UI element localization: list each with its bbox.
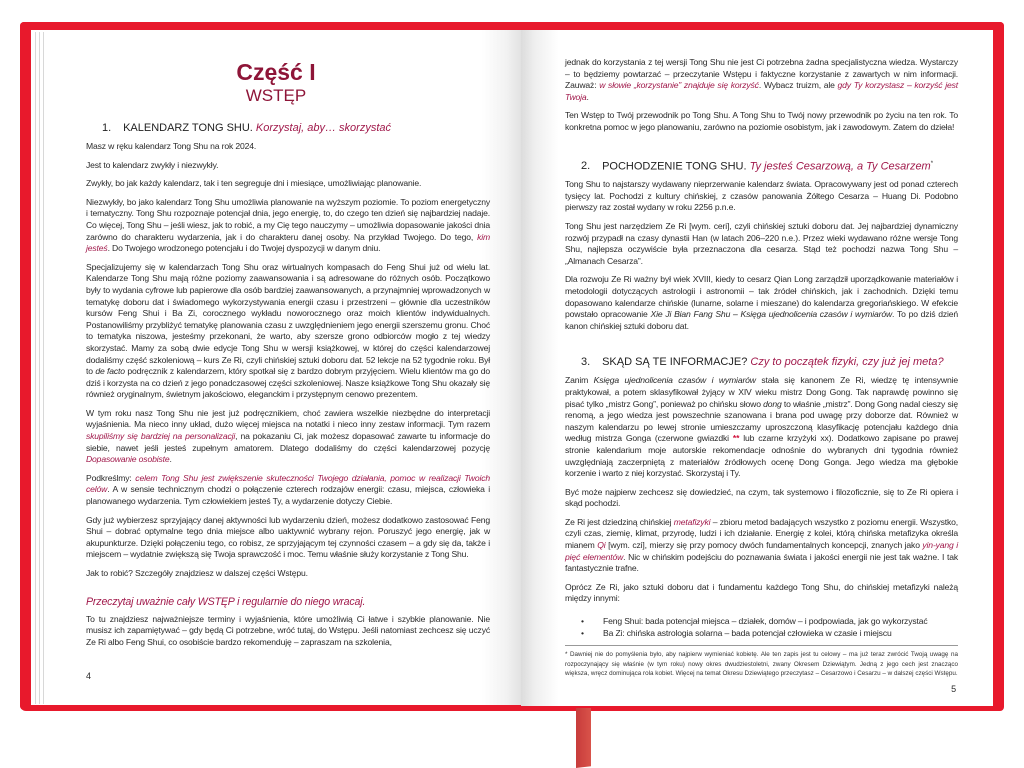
text-run: Masz w ręku kalendarz Tong Shu na rok 2024. — [86, 141, 257, 151]
text-run: , na pokazaniu Ci, jak możesz dopasować zawarte tu informacje do siebie, nawet jeśli jesteś zupełnym amatorem. Dlatego dodaliśmy do części kalendarzowej pozycję — [86, 431, 490, 453]
text-run: Jak to robić? Szczegóły znajdziesz w dalszej części Wstępu. — [86, 568, 308, 578]
text-run: Być może najpierw zechcesz się dowiedzieć, na czym, tak systemowo i filozoficznie, się to Ze Ri opiera i skąd pochodzi. — [565, 486, 958, 509]
page-stack-edge — [35, 32, 36, 704]
paragraph — [86, 568, 490, 580]
text-run: lub czarne krzyżyki xx). Dodatkowo zapisane po prawej stronie kalendarium moje autorskie rekomendacje odnośnie do wybranych dni tygodnia również uwzględniają zaczerpniętą z materiałów źródłowych ocenę Dong Gonga. Jego wiedza ma głębokie korzenie i warto z niej korzystać. Skorzystaj i Ty. — [565, 433, 958, 479]
bullet-item: • Feng Shui: bada potencjał miejsca – działek, domów – i podpowiada, jak go wykorzystać — [603, 616, 958, 628]
page-stack-edge — [39, 32, 40, 704]
paragraph — [565, 57, 958, 103]
section-number: 3. — [581, 356, 591, 369]
emphasis-text: gdy Ty korzystasz – korzyść jest Twoja — [565, 80, 959, 102]
page-number-left: 4 — [86, 671, 91, 681]
star-marks: ** — [732, 433, 740, 444]
paragraph-group — [86, 141, 490, 587]
footnote: * Dawniej nie do pomyślenia było, aby najpierw wymieniać kobietę. Ale ten zapis jest tu celowy – ma już teraz zwrócić Twoją uwagę na rozpoczynający się właśnie (w tym roku) nowy okres dwudziestoletni, zwany Okresem Dziewiątym. Jedną z jego cech jest znacząco większa, wręcz dominująca rola kobiet. Więcej na temat Okresu Dziewiątego przeczytasz – Cesarzowo i Cesarzu – w dalszej części Wstępu. — [565, 651, 958, 678]
footnote-divider — [565, 645, 958, 646]
text-run: Tong Shu jest narzędziem Ze Ri [wym. ceri], czyli chińskiej sztuki doboru dat. Jej najbardziej dynamiczny rozwój przypadł na czasy dynastii Han (w latach 206–220 n.e.). Przez wieki wydawano różne wersje Tong Shu, najlepsza oczywiście była przeznaczona dla cesarza. Stąd też pochodzi nazwa Tong Shu – „Almanach Cesarza”. — [565, 221, 958, 266]
section-heading-2 — [581, 157, 958, 174]
section-title: KALENDARZ TONG SHU. — [123, 122, 253, 134]
text-run: Zwykły, bo jak każdy kalendarz, tak i ten segreguje dni i miesiące, umożliwiając planowanie. — [86, 178, 422, 189]
text-run: To tu znajdziesz najważniejsze terminy i wyjaśnienia, które umożliwią Ci łatwe i szybkie planowanie. Nie musisz ich zapamiętywać – gdy będą Ci potrzebne, wróć tutaj, do Wstępu. Jeśli natomiast zechcesz się uczyć Ze Ri albo Feng Shui, co osobiście bardzo rekomenduję – zapraszam na szkolenia, — [86, 613, 490, 647]
right-text-column — [565, 57, 958, 695]
text-run: – zbioru metod badających wszystko z poziomu energii. Wszystko, czyli czas, ziemię, klimat, przyrodę, ludzi i ich działanie. Energię z kolei, którą chińska metafizyka określa mianem — [565, 516, 958, 551]
paragraph — [565, 375, 958, 479]
section-heading-3 — [581, 355, 958, 369]
text-run: . — [586, 91, 589, 102]
emphasis-text: metafizyki — [673, 516, 711, 527]
text-run: Jest to kalendarz zwykły i niezwykły. — [86, 159, 219, 170]
callout-heading: Przeczytaj uważnie cały WSTĘP i regularnie do niego wracaj. — [86, 595, 366, 608]
text-run: . To po dziś dzień kanon chińskiej sztuki doboru dat. — [565, 309, 958, 331]
paragraph — [565, 274, 958, 332]
paragraph — [86, 160, 490, 172]
paragraph — [565, 110, 958, 133]
paragraph-group — [565, 179, 958, 339]
paragraph — [86, 178, 490, 190]
bullet-item: • Ba Zi: chińska astrologia solarna – bada potencjał człowieka w czasie i miejscu — [603, 628, 958, 640]
section-subtitle: Ty jesteś Cesarzową, a Ty Cesarzem — [749, 160, 931, 173]
part-subtitle: WSTĘP — [245, 86, 307, 105]
section-number: 2. — [581, 160, 591, 173]
emphasis-text: skupiliśmy się bardziej na personalizacji — [86, 431, 236, 442]
section-title: POCHODZENIE TONG SHU. — [602, 160, 747, 173]
section-subtitle: Korzystaj, aby… skorzystać — [255, 122, 392, 134]
section-number: 1. — [102, 122, 112, 134]
text-run: . Do Twojego wrodzonego potencjału i do Twojej dyspozycji w danym dniu. — [107, 243, 381, 254]
emphasis-text: kim jesteś — [86, 231, 490, 254]
paragraph — [86, 197, 490, 255]
paragraph — [565, 582, 958, 605]
paragraph — [565, 517, 958, 575]
text-run: Niezwykły, bo jako kalendarz Tong Shu umożliwia planowanie na wyższym poziomie. To poziom energetyczny i tematyczny. Tong Shu rozpoznaje potencjał dnia, jego energię, to, do czego ten dzień się najbardziej nadaje. Co więcej, Tong Shu – jeśli wiesz, jak to robić, a my Cię tego nauczymy – umożliwia dopasowanie jakości dnia zarówno do charakteru wydarzenia, jak i do charakteru danej osoby. Na przykład Twojego. Do tego, — [86, 196, 490, 242]
emphasis-text: Księga ujednolicenia czasów i wymiarów — [593, 375, 756, 386]
paragraph — [565, 221, 958, 267]
page-number-right: 5 — [951, 684, 956, 695]
text-run: to właśnie „mistrz”. Dong Gong nadal cieszy się renomą, a jego wiedza jest powszechnie szanowana i brana pod uwagę przy doborze dat. Również w naszym kalendarzu po lewej stronie umieszczamy uproszczoną klasyfikację potencjału każdego dnia według mistrza Gonga (czerwone gwiazdki — [565, 398, 958, 444]
section-title: SKĄD SĄ TE INFORMACJE? — [602, 356, 748, 369]
paragraph — [86, 141, 490, 153]
text-run: W tym roku nasz Tong Shu nie jest już podręcznikiem, choć zawiera wszelkie niezbędne do interpretacji wyjaśnienia. Ma nieco inny układ, dużo więcej miejsca na notatki i nieco inny zestaw informacji. Tym razem — [86, 407, 490, 430]
emphasis-text: dong — [763, 398, 782, 409]
paragraph — [565, 487, 958, 510]
text-run: Podkreślmy: — [86, 472, 136, 483]
paragraph — [86, 262, 490, 401]
text-run: Gdy już wybierzesz sprzyjający danej aktywności lub wydarzeniu dzień, możesz dodatkowo zastosować Feng Shui – dobrać optymalne tego dnia miejsce albo uaktywnić wybrany rejon. Poruszyć jego energię, jak w akupunkturze. Dzięki połączeniu tego, co robisz, ze sprzyjającym tej czynności czasem – a gdy się da, także i miejscem – wydatnie zwiększą się Twoja sprawczość i moc. Temu właśnie służy korzystanie z Tong Shu. — [86, 514, 490, 560]
emphasis-text: Dopasowanie osobiste — [86, 454, 170, 465]
footnote-marker: * — [930, 160, 934, 167]
paragraph-group — [86, 614, 490, 656]
paragraph-group — [565, 375, 958, 612]
emphasis-text: de facto — [95, 366, 125, 377]
bullet-list — [565, 616, 958, 639]
section-heading-1 — [102, 121, 490, 135]
paragraph-group — [565, 57, 958, 141]
part-title: Część I — [236, 59, 316, 85]
paragraph — [86, 515, 490, 561]
text-run: . Wybacz truizm, ale — [758, 80, 838, 91]
paragraph — [86, 408, 490, 466]
book-cover-right — [992, 22, 1004, 711]
emphasis-text: yin-yang i pięć elementów — [565, 540, 959, 562]
text-run: Specjalizujemy się w kalendarzach Tong Shu oraz wirtualnych kompasach do Feng Shui już od wielu lat. Kalendarze Tong Shu mają różne poziomy zaawansowania i są adresowane do różnych osób. Początkowo były to wydania cyfrowe lub papierowe dla osób bardziej zaawansowanych, a przynajmniej wprowadzonych w tematykę doboru dat i świadomego wykorzystywania energii czasu i przestrzeni – głównie dla uczestników kursów Feng Shui i Ba Zi, corocznego wykładu noworocznego oraz moich klientów indywidualnych. Postanowiliśmy przybliżyć tematykę planowania czasu z uwzględnieniem jego energii szerszemu gronu. Choć to tematyka niszowa, jesteśmy przekonani, że warto, aby szersze grono odbiorców mogło z tej wiedzy skorzystać. Mamy za sobą dwie edycje Tong Shu w wersji książkowej, w której do części kalendarzowej dodaliśmy część szkoleniową – kurs Ze Ri, czyli chińskiej sztuki doboru dat. 52 lekcje na 52 tygodnie roku. Był to — [86, 261, 490, 377]
text-run: . Nic w chińskim podejściu do poznawania świata i jakości energii nie jest tak ważne. I tak fantastycznie trafne. — [565, 551, 958, 574]
left-text-column — [86, 121, 490, 682]
emphasis-text: celem Tong Shu jest zwiększenie skuteczności Twojego działania, pomoc w realizacji Twoich celów — [86, 472, 490, 495]
page-stack-edge — [43, 32, 44, 704]
text-run: Tong Shu to najstarszy wydawany nieprzerwanie kalendarz świata. Opracowywany jest od ponad czterech tysięcy lat. Pochodzi z kultury chińskiej, z czasów panowania Żółtego Cesarza – Huang Di. Podobno pierwszy raz został wydany w roku 2256 p.n.e. — [565, 179, 958, 213]
text-run: stała się kanonem Ze Ri, wiedzę tę intensywnie praktykował, a potem sklasyfikował żyjący w XIV wieku mistrz Dong Gong. Tak naprawdę powinno się pisać tylko „mistrz Gong”, ponieważ po chińsku słowo — [565, 375, 958, 409]
text-run: Dla rozwoju Ze Ri ważny był wiek XVIII, kiedy to cesarz Qian Long zarządził uporządkowanie materiałów i metodologii dotyczących astrologii i astronomii – tak źródeł chińskich, jak i zachodnich. Dzięki temu dopasowano kalendarze chińskie (lunarne, solarne i mieszane) do kalendarza gregoriańskiego. W efekcie powstało opracowanie — [565, 274, 958, 320]
section-subtitle: Czy to początek fizyki, czy już jej meta? — [750, 356, 944, 369]
text-run: Ze Ri jest dziedziną chińskiej — [565, 516, 674, 527]
emphasis-text: Qi — [597, 540, 606, 551]
bookmark-ribbon[interactable] — [576, 708, 591, 768]
text-run: podręcznik z kalendarzem, który spotkał się z bardzo dobrym przyjęciem. Wielu klientów ma go do dziś i korzysta na co dzień z jego ponadczasowej części szkoleniowej. Nasze książkowe Tong Shu okazały się również oryginalnym, świetnym jakościowo, eleganckim i przystępnym cenowo prezentem. — [86, 366, 490, 400]
text-run: Zanim — [565, 375, 594, 386]
paragraph — [86, 614, 490, 649]
emphasis-text: w słowie „korzystanie” znajduje się korzyść — [599, 80, 759, 91]
text-run: [wym. czi], mierzy się przy pomocy dwóch fundamentalnych koncepcji, znanych jako — [605, 540, 923, 551]
text-run: Oprócz Ze Ri, jako sztuki doboru dat i fundamentu każdego Tong Shu, do chińskiej metafizyki należą między innymi: — [565, 581, 958, 604]
emphasis-text: Xie Ji Bian Fang Shu – Księga ujednolicenia czasów i wymiarów — [650, 309, 893, 320]
text-run: . — [169, 454, 172, 465]
text-run: jednak do korzystania z tej wersji Tong Shu nie jest Ci potrzebna żadna specjalistyczna wiedza. Wystarczy – to będziemy powtarzać – przeczytanie Wstępu i faktyczne korzystanie z zawartych w nim informacji. Zauważ: — [565, 57, 958, 91]
paragraph — [86, 473, 490, 508]
text-run: Ten Wstęp to Twój przewodnik po Tong Shu. A Tong Shu to Twój nowy przewodnik po życiu na ten rok. To konkretna pomoc w jego planowaniu, zarówno na poziomie osobistym, jak i zawodowym. Zatem do dzieła! — [565, 110, 958, 132]
text-run: . A w sensie technicznym chodzi o połączenie czterech rodzajów energii: czasu, miejsca, człowieka i planowanego wydarzenia. Tym człowiekiem jesteś Ty, a wydarzenie dotyczy Ciebie. — [86, 484, 490, 507]
paragraph — [565, 179, 958, 214]
